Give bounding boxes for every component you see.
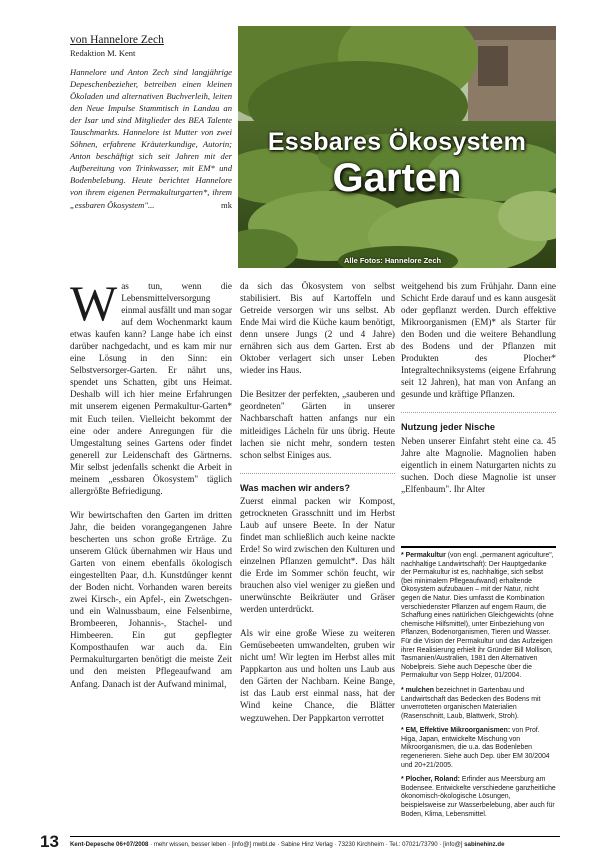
drop-cap: W xyxy=(70,275,118,331)
footer-domain: sabinehinz.de xyxy=(464,841,505,848)
paragraph: Neben unserer Einfahrt steht eine ca. 45 Jahre alte Magnolie. Magnolien haben eigentlich in einem Naturgarten nichts zu suchen. Doch diese Magnolie ist unser „Elfenbaum". Ihr Alter xyxy=(401,435,556,494)
divider xyxy=(240,473,395,474)
intro-signature: mk xyxy=(221,199,232,210)
footnote-plocher xyxy=(401,776,556,819)
intro-text xyxy=(70,66,232,211)
footnotes-box xyxy=(401,546,556,825)
divider xyxy=(401,412,556,413)
paragraph-text: as tun, wenn die Lebensmittelversorgung einmal ausfällt und man sogar auf dem Wochenmarkt kaum etwas kaufen kann? Lange habe ich einst darüber nachgedacht, und es kam mir nur eine Lösung in den Sinn: ein Selbstversorger-Garten. Er nährt uns, spendet uns Schatten, gibt uns Heimat. Deshalb will ich hier meine Erfahrungen mit unserem eigenen Permakultur-Garten* mit Euch teilen. Vielleicht bekommt der eine oder andere Anregungen für die Umgestaltung seines Gartens oder findet generell zur Leidenschaft des Gärtnerns. Mir selbst jedenfalls schenkt die Arbeit in meinem „essbaren Ökosystem" täglich allergrößte Befriedigung. xyxy=(70,281,232,496)
intro-body: Hannelore und Anton Zech sind langjährige Depeschenbezieher, betreiben einen kleinen Ökoladen und alternativen Buchverleih, leiten den Neue Impulse Stammtisch in Landau an der Isar und sind Mitglieder des BEA Talente Tauschmarkts. Hannelore ist Mutter von zwei Söhnen, erfahrene Kräuterkundige, Autorin; Anton beschäftigt sich seit Jahren mit der Aufbereitung von Trinkwasser, mit EM* und Bodenbelebung. Heute berichtet Hannelore von ihrem eigenen Permakulturgarten*, ihrem „essbaren Ökosystem"... xyxy=(70,67,232,210)
photo-credit: Alle Fotos: Hannelore Zech xyxy=(344,256,442,265)
footer-info: · mehr wissen, besser leben · [info@] mwbl.de · Sabine Hinz Verlag · 73230 Kirchheim · Tel.: 07021/73790 · [info@] xyxy=(148,841,465,848)
footnote-mulchen xyxy=(401,687,556,721)
page-footer xyxy=(70,836,560,848)
paragraph: da sich das Ökosystem von selbst stabilisiert. Bis auf Kartoffeln und Getreide versorgen wir uns selbst. Ab Ende Mai wird die Küche kaum benötigt, denn unsere Jungs (2 und 4 Jahre) ernähren sich aus dem Garten. Erst ab Oktober verlagert sich unser Leben wieder ins Haus. xyxy=(240,281,395,376)
paragraph: Zuerst einmal packen wir Kompost, getrockneten Grasschnitt und im Herbst Laub auf unsere Beete. In der Natur findet man schließlich auch keine nackte Erde! So wird zwischen den Kulturen und einzelnen Pflanzen gemulcht*. Das hält die Erde im Sommer schön feucht, wir brauchen also viel weniger zu gießen und unerwünschte Beikräuter und Gräser werden unterdrückt. xyxy=(240,495,395,615)
paragraph: Als wir eine große Wiese zu weiteren Gemüsebeeten umwandelten, gruben wir nicht um! Wir legten im Herbst alles mit Pappkarton aus und holten uns Laub aus den Gärten der Nachbarn. Keine Bange, ist das Laub erst einmal nass, hat der Wind keine Chance, die Blätter wegzuwehen. Der Pappkarton verrottet xyxy=(240,628,395,723)
footnote-permakultur xyxy=(401,552,556,681)
column-1 xyxy=(70,275,232,702)
page-number: 13 xyxy=(40,832,59,851)
paragraph: weitgehend bis zum Frühjahr. Dann eine Schicht Erde darauf und es kann ausgesät oder gepflanzt werden. Durch effektive Mikroorganismen (EM)* als Starter für den Boden und die weitere Behandlung des Bodens und der Pflanzen mit Produkten des Plocher* Integraltechniksystems (eigene Erfahrung seit 12 Jahren), hat man von Anfang an gesunde und kräftige Pflanzen. xyxy=(401,281,556,400)
publication-name: Kent-Depesche 06+07/2008 xyxy=(70,841,149,848)
paragraph: Die Besitzer der perfekten, „sauberen und geordneten" Gärten in unserer Nachbarschaft hatten anfangs nur ein mitleidiges Lächeln für uns übrig. Heute lachen sie nicht mehr, sondern testen schon selbst Einiges aus. xyxy=(240,389,395,460)
section-heading: Nutzung jeder Nische xyxy=(401,422,495,433)
footnote-text: Erfinder aus Meersburg am Bodensee. Entwickelte verschiedene ganzheitliche ökonomisch-ökologische Lösungen, beispielsweise zur Wasserbelebung, aber auch für Boden, Klima, Lebensmittel. xyxy=(401,776,556,818)
column-2 xyxy=(240,280,395,736)
paragraph xyxy=(70,275,232,497)
article-title-line2: Garten xyxy=(332,156,462,200)
footnote-text: von Prof. Higa, Japan, entwickelte Mischung von Mikroorganismen, die u.a. das Bodenleben regenerieren. Siehe auch Dep. über EM 30/2004 und 20+21/2005. xyxy=(401,727,550,769)
section-heading: Was machen wir anders? xyxy=(240,482,350,493)
paragraph: Wir bewirtschaften den Garten im dritten Jahr, die beiden vorangegangenen Jahre bescherten uns schon große Erträge. Zu unserem Glück übernahmen wir Haus und Garten von einem ebenfalls ökologisch eingestellten Paar, d.h. Kunstdünger kennt der Boden nicht. Vorhanden waren bereits zwei Kirsch-, ein Apfel-, ein Zwetschgen- und ein Walnussbaum, eine Felsenbirne, Brombeeren, Johannis-, Stachel- und Himbeeren. Ein gut gepflegter Komposthaufen war auch da. Ein Permakulturgarten benötigt die meiste Zeit und den meisten Pflegeaufwand am Anfang. Danach ist der Aufwand minimal, xyxy=(70,509,232,689)
footnote-em xyxy=(401,727,556,770)
footnote-text: (von engl. „permanent agriculture", nachhaltige Landwirtschaft): Der Hauptgedanke der Permakultur ist es, nachhaltige, sich selbst (bei minimalem Pflegeaufwand) erhaltende Ökosystem aufzubauen – mit der Natur, nicht gegen die Natur. Dies umfasst die Kombination verschiedenster Pflanzen auf engem Raum, die Schaffung eines natürlichen Gleichgewichts (ohne chemische Hilfsmittel), unter Einbeziehung von Pflanzen, Bodenorganismen, Tieren und Wasser. Für die Vision der Permakultur und das Aufzeigen ihrer Realisierung erhielt ihr Gründer Bill Mollison, Tasmanien/Australien, 1981 den Alternativen Nobelpreis. Siehe auch Depesche über die Permakultur von Sepp Holzer, 01/2004. xyxy=(401,552,554,680)
footnote-term: * Plocher, Roland: xyxy=(401,776,460,784)
article-title-line1: Essbares Ökosystem xyxy=(267,128,527,156)
author-byline: von Hannelore Zech xyxy=(70,34,164,46)
footnote-text: bezeichnet in Gartenbau und Landwirtschaft das Bedecken des Bodens mit unverrotteten organischen Materialien (Rasenschnitt, Laub, Blattwerk, Stroh). xyxy=(401,686,541,720)
footnote-term: * mulchen xyxy=(401,686,434,694)
footnote-term: * Permakultur xyxy=(401,552,446,559)
editor-credit: Redaktion M. Kent xyxy=(70,48,136,58)
column-3 xyxy=(401,280,556,507)
footnote-term: * EM, Effektive Mikroorganismen: xyxy=(401,727,511,735)
